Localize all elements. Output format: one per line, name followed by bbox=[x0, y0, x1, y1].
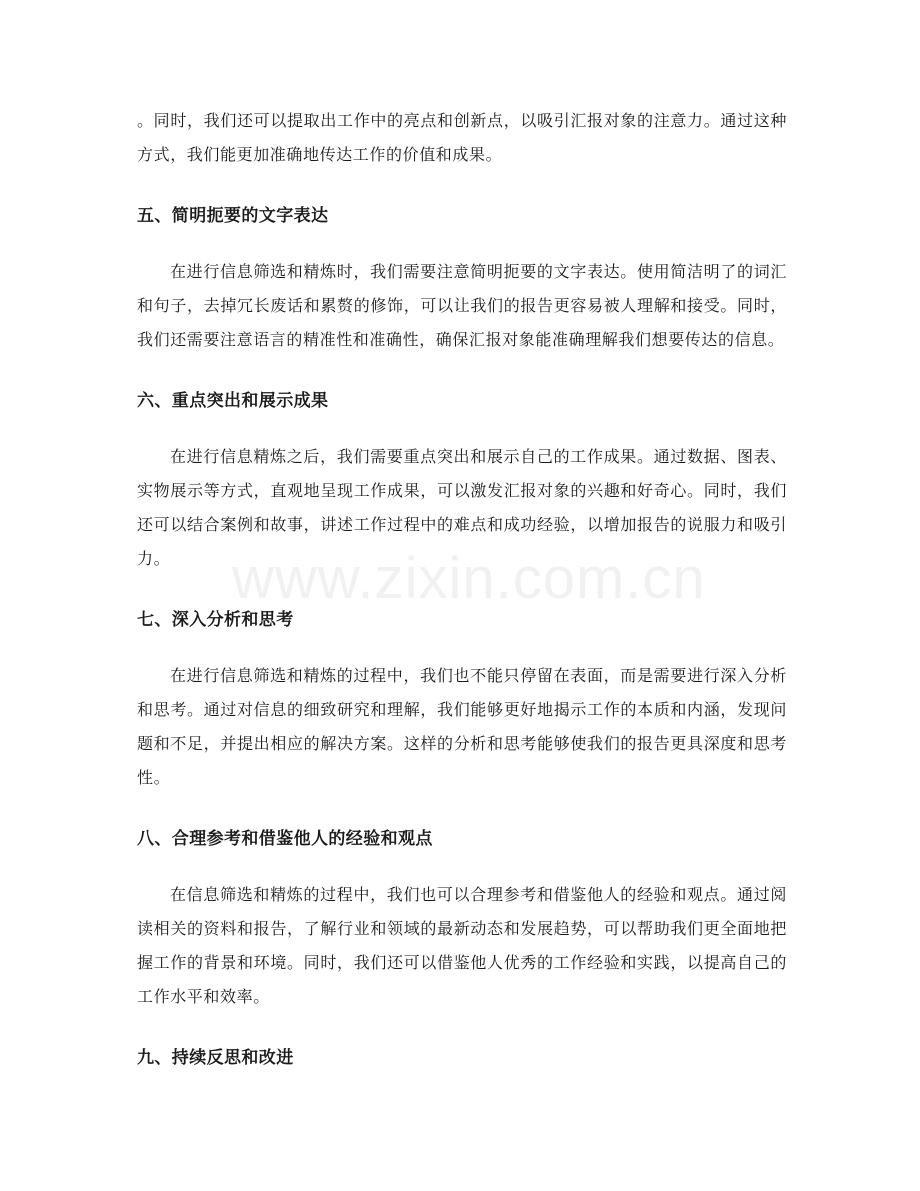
section-6-body: 在进行信息精炼之后，我们需要重点突出和展示自己的工作成果。通过数据、图表、实物展示等方式，直观地呈现工作成果，可以激发汇报对象的兴趣和好奇心。同时，我们还可以结合案例和故事，讲述工作过程中的难点和成功经验，以增加报告的说服力和吸引力。 bbox=[137, 447, 787, 568]
section-8-body: 在信息筛选和精炼的过程中，我们也可以合理参考和借鉴他人的经验和观点。通过阅读相关的资料和报告，了解行业和领域的最新动态和发展趋势，可以帮助我们更全面地把握工作的背景和环境。同时，我们还可以借鉴他人优秀的工作经验和实践，以提高自己的工作水平和效率。 bbox=[137, 885, 787, 1006]
section-6-heading: 六、重点突出和展示成果 bbox=[137, 391, 329, 411]
section-7-body: 在进行信息筛选和精炼的过程中，我们也不能只停留在表面，而是需要进行深入分析和思考。通过对信息的细致研究和理解，我们能够更好地揭示工作的本质和内涵，发现问题和不足，并提出相应的解决方案。这样的分析和思考能够使我们的报告更具深度和思考性。 bbox=[137, 666, 787, 787]
section-9-heading: 九、持续反思和改进 bbox=[137, 1048, 294, 1068]
document-content bbox=[137, 104, 787, 1075]
section-5-body: 在进行信息筛选和精炼时，我们需要注意简明扼要的文字表达。使用简洁明了的词汇和句子，去掉冗长废话和累赘的修饰，可以让我们的报告更容易被人理解和接受。同时，我们还需要注意语言的精准性和准确性，确保汇报对象能准确理解我们想要传达的信息。 bbox=[137, 262, 787, 349]
section-5-heading: 五、简明扼要的文字表达 bbox=[137, 206, 329, 226]
section-8-heading: 八、合理参考和借鉴他人的经验和观点 bbox=[137, 829, 433, 849]
watermark-text: www.zixin.com.cn bbox=[232, 546, 706, 611]
intro-paragraph: 。同时，我们还可以提取出工作中的亮点和创新点，以吸引汇报对象的注意力。通过这种方式，我们能更加准确地传达工作的价值和成果。 bbox=[137, 111, 787, 164]
section-7-heading: 七、深入分析和思考 bbox=[137, 610, 294, 630]
